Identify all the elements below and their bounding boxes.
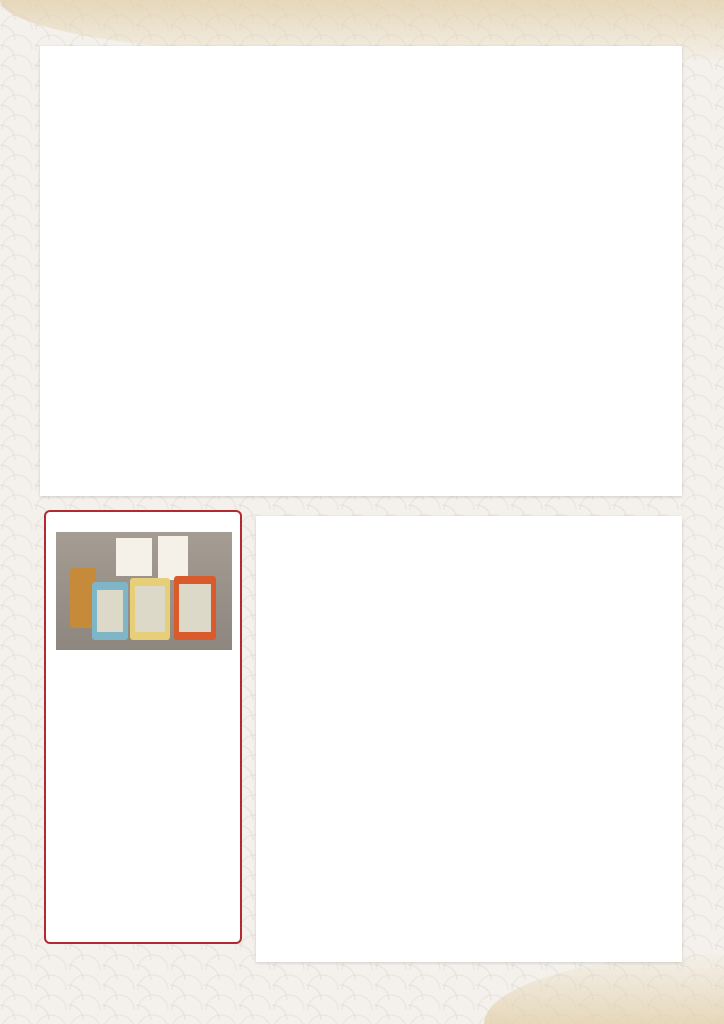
photo-meter-yellow (130, 578, 170, 640)
poems-panel-bottom (256, 516, 682, 962)
photo-meter-orange (174, 576, 216, 640)
photo-meter-blue (92, 582, 128, 640)
commemorative-gift-box (44, 510, 242, 944)
poems-panel-top (40, 46, 682, 496)
photo-paper-note (116, 538, 152, 576)
photo-card (158, 536, 188, 580)
gift-photo (56, 532, 232, 650)
